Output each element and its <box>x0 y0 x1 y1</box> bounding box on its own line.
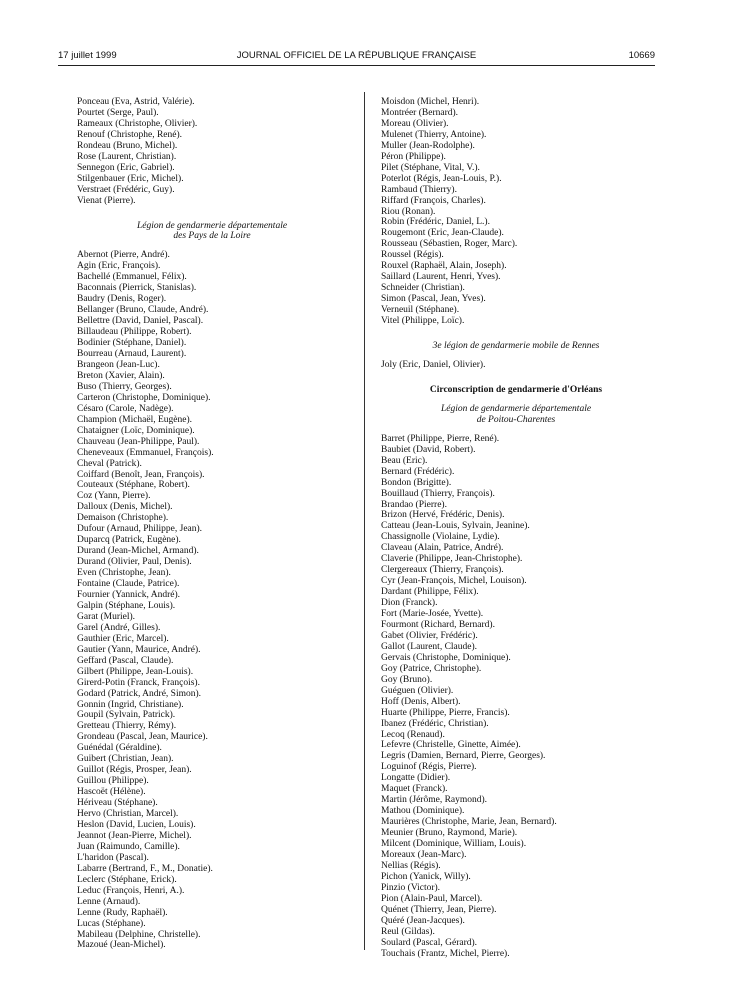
list-item: Verstraet (Frédéric, Guy). <box>77 184 175 195</box>
list-item: Cheval (Patrick). <box>77 458 142 469</box>
list-item: Hascoët (Hélène). <box>77 787 146 798</box>
list-item: Garel (André, Gilles). <box>77 622 161 633</box>
list-item: Pichon (Yanick, Willy). <box>381 871 471 882</box>
list-item: Moisdon (Michel, Henri). <box>381 97 480 107</box>
column-divider <box>364 92 365 950</box>
list-item: Coiffard (Benoît, Jean, François). <box>77 469 205 480</box>
section-heading-mobile-rennes: 3e légion de gendarmerie mobile de Rennes <box>432 341 600 352</box>
list-item: Vienat (Pierre). <box>77 195 136 206</box>
list-item: Verneuil (Stéphane). <box>381 305 460 316</box>
list-item: Durand (Jean-Michel, Armand). <box>77 546 199 557</box>
list-item: Carteron (Christophe, Dominique). <box>77 392 211 403</box>
list-item: Renouf (Christophe, René). <box>77 129 183 140</box>
list-item: Claveau (Alain, Patrice, André). <box>381 543 504 554</box>
list-item: Gonnin (Ingrid, Christiane). <box>77 699 184 710</box>
list-item: Dardant (Philippe, Félix). <box>381 587 479 598</box>
list-item: Guéguen (Olivier). <box>381 685 454 696</box>
list-item: Dufour (Arnaud, Philippe, Jean). <box>77 524 203 535</box>
list-item: Lucas (Stéphane). <box>77 918 146 929</box>
list-item: Soulard (Pascal, Gérard). <box>381 937 478 948</box>
list-item: Bellettre (David, Daniel, Pascal). <box>77 316 204 327</box>
list-item: Schneider (Christian). <box>381 283 465 294</box>
list-item: Hervo (Christian, Marcel). <box>77 809 179 820</box>
list-item: Touchais (Frantz, Michel, Pierre). <box>381 948 510 959</box>
list-item: Girerd-Potin (Franck, François). <box>77 677 200 688</box>
list-item: Joly (Eric, Daniel, Olivier). <box>381 359 486 370</box>
list-item: Guibert (Christian, Jean). <box>77 754 174 765</box>
list-item: Coz (Yann, Pierre). <box>77 491 151 502</box>
list-item: Bourreau (Arnaud, Laurent). <box>77 349 187 360</box>
circonscription-heading: Circonscription de gendarmerie d'Orléans <box>429 384 603 395</box>
list-item: L'haridon (Pascal). <box>77 852 149 863</box>
list-item: Moreaux (Jean-Marc). <box>381 850 467 860</box>
section-heading-pays-de-la-loire-line2: des Pays de la Loire <box>173 231 251 242</box>
list-item: Dion (Franck). <box>381 598 438 609</box>
list-item: Guillot (Régis, Prosper, Jean). <box>77 765 192 776</box>
list-item: Mazoué (Jean-Michel). <box>77 940 166 951</box>
list-item: Ponceau (Eva, Astrid, Valérie). <box>77 97 195 107</box>
list-item: Maquet (Franck). <box>381 784 448 795</box>
list-item: Labarre (Bertrand, F., M., Donatie). <box>77 863 213 874</box>
list-item: Bodinier (Stéphane, Daniel). <box>77 338 187 349</box>
header-title: JOURNAL OFFICIEL DE LA RÉPUBLIQUE FRANÇAISE <box>236 50 477 61</box>
list-item: Moreau (Olivier). <box>381 118 449 129</box>
list-item: Robin (Frédéric, Daniel, L.). <box>381 217 490 228</box>
list-item: Duparcq (Patrick, Eugène). <box>77 535 181 546</box>
list-item: Breton (Xavier, Alain). <box>77 370 165 381</box>
list-item: Roussel (Régis). <box>381 250 444 261</box>
list-item: Quéré (Jean-Jacques). <box>381 915 465 926</box>
list-item: Gallot (Laurent, Claude). <box>381 641 478 652</box>
list-item: Milcent (Dominique, William, Louis). <box>381 839 527 850</box>
list-item: Brandao (Pierre). <box>381 499 447 510</box>
list-item: Catteau (Jean-Louis, Sylvain, Jeanine). <box>381 521 530 532</box>
list-item: Saillard (Laurent, Henri, Yves). <box>381 272 501 283</box>
list-item: Meunier (Bruno, Raymond, Marie). <box>381 828 518 839</box>
right-top-list <box>381 97 651 327</box>
list-item: Demaison (Christophe). <box>77 513 169 524</box>
list-item: Huarte (Philippe, Pierre, Francis). <box>381 707 510 718</box>
list-item: Césaro (Carole, Nadège). <box>77 403 174 414</box>
list-item: Baudry (Denis, Roger). <box>77 294 167 305</box>
list-item: Geffard (Pascal, Claude). <box>77 655 174 666</box>
list-item: Péron (Philippe). <box>381 151 446 162</box>
list-item: Dalloux (Denis, Michel). <box>77 502 173 513</box>
list-item: Lecoq (Renaud). <box>381 729 445 740</box>
pays-de-la-loire-list <box>77 250 347 951</box>
list-item: Durand (Olivier, Paul, Denis). <box>77 557 192 568</box>
list-item: Galpin (Stéphane, Louis). <box>77 600 176 611</box>
list-item: Lenne (Rudy, Raphaël). <box>77 907 168 918</box>
list-item: Bondon (Brigitte). <box>381 477 452 488</box>
list-item: Fontaine (Claude, Patrice). <box>77 579 180 590</box>
list-item: Hériveau (Stéphane). <box>77 798 158 809</box>
section-heading-pays-de-la-loire-line1: Légion de gendarmerie départementale <box>136 220 288 231</box>
left-column <box>77 97 347 951</box>
list-item: Mathou (Dominique). <box>381 806 465 817</box>
header-page-number: 10669 <box>628 50 655 61</box>
list-item: Reul (Gildas). <box>381 926 435 937</box>
list-item: Baubiet (David, Robert). <box>381 444 476 455</box>
list-item: Simon (Pascal, Jean, Yves). <box>381 294 486 305</box>
list-item: Lefevre (Christelle, Ginette, Aimée). <box>381 740 521 751</box>
list-item: Nellias (Régis). <box>381 860 441 871</box>
list-item: Bernard (Frédéric). <box>381 466 455 477</box>
header-date: 17 juillet 1999 <box>58 50 117 61</box>
list-item: Billaudeau (Philippe, Robert). <box>77 327 192 338</box>
list-item: Sennegon (Eric, Gabriel). <box>77 162 175 173</box>
list-item: Gabet (Olivier, Frédéric). <box>381 630 478 641</box>
list-item: Baconnais (Pierrick, Stanislas). <box>77 283 197 294</box>
list-item: Guénédal (Géraldine). <box>77 743 162 754</box>
list-item: Cheneveaux (Emmanuel, François). <box>77 447 214 458</box>
list-item: Pilet (Stéphane, Vital, V.). <box>381 162 480 173</box>
list-item: Quénet (Thierry, Jean, Pierre). <box>381 904 497 915</box>
list-item: Lenne (Arnaud). <box>77 896 141 907</box>
list-item: Legris (Damien, Bernard, Pierre, Georges). <box>381 751 546 762</box>
list-item: Even (Christophe, Jean). <box>77 568 171 579</box>
list-item: Pion (Alain-Paul, Marcel). <box>381 893 483 904</box>
list-item: Rouxel (Raphaël, Alain, Joseph). <box>381 261 507 272</box>
list-item: Chataigner (Loïc, Dominique). <box>77 425 195 436</box>
list-item: Gilbert (Philippe, Jean-Louis). <box>77 666 194 677</box>
list-item: Bouillaud (Thierry, François). <box>381 488 495 499</box>
list-item: Maurières (Christophe, Marie, Jean, Bernard). <box>381 817 557 828</box>
list-item: Rambaud (Thierry). <box>381 184 457 195</box>
list-item: Riffard (François, Charles). <box>381 195 486 206</box>
list-item: Gauthier (Eric, Marcel). <box>77 633 169 644</box>
section-heading-poitou-charentes-line2: de Poitou-Charentes <box>476 414 556 425</box>
list-item: Mulenet (Thierry, Antoine). <box>381 129 487 140</box>
poitou-charentes-list <box>381 434 651 960</box>
list-item: Leduc (François, Henri, A.). <box>77 885 185 896</box>
list-item: Rousseau (Sébastien, Roger, Marc). <box>381 239 518 250</box>
mobile-rennes-list <box>381 360 651 371</box>
list-item: Cyr (Jean-François, Michel, Louison). <box>381 576 527 587</box>
page-header <box>58 50 655 64</box>
list-item: Pinzio (Victor). <box>381 882 441 893</box>
list-item: Agin (Eric, François). <box>77 261 161 272</box>
section-heading-poitou-charentes-line1: Légion de gendarmerie départementale <box>440 403 592 414</box>
list-item: Gautier (Yann, Maurice, André). <box>77 644 201 655</box>
list-item: Ibanez (Frédéric, Christian). <box>381 718 489 729</box>
list-item: Pourtet (Serge, Paul). <box>77 107 159 118</box>
list-item: Juan (Raimundo, Camille). <box>77 841 180 852</box>
list-item: Bachellé (Emmanuel, Félix). <box>77 272 187 283</box>
list-item: Montréer (Bernard). <box>381 107 459 118</box>
list-item: Leclerc (Stéphane, Erick). <box>77 874 177 885</box>
list-item: Garat (Muriel). <box>77 611 136 622</box>
list-item: Gretteau (Thierry, Rémy). <box>77 721 177 732</box>
right-column <box>381 97 651 960</box>
list-item: Mabileau (Delphine, Christelle). <box>77 929 201 940</box>
list-item: Chassignolle (Violaine, Lydie). <box>381 532 500 543</box>
list-item: Longatte (Didier). <box>381 773 451 784</box>
list-item: Barret (Philippe, Pierre, René). <box>381 433 500 444</box>
list-item: Buso (Thierry, Georges). <box>77 381 172 392</box>
list-item: Gervais (Christophe, Dominique). <box>381 652 511 663</box>
list-item: Brizon (Hervé, Frédéric, Denis). <box>381 510 505 521</box>
left-top-list <box>77 97 347 207</box>
list-item: Stilgenbauer (Eric, Michel). <box>77 173 184 184</box>
header-rule <box>58 65 655 66</box>
list-item: Jeannot (Jean-Pierre, Michel). <box>77 830 192 841</box>
list-item: Vitel (Philippe, Loïc). <box>381 316 465 327</box>
list-item: Couteaux (Stéphane, Robert). <box>77 480 190 491</box>
list-item: Godard (Patrick, André, Simon). <box>77 688 202 699</box>
list-item: Muller (Jean-Rodolphe). <box>381 140 475 151</box>
list-item: Champion (Michaël, Eugène). <box>77 414 193 425</box>
list-item: Loguinof (Régis, Pierre). <box>381 762 477 773</box>
list-item: Claverie (Philippe, Jean-Christophe). <box>381 554 523 565</box>
list-item: Rougemont (Eric, Jean-Claude). <box>381 228 504 239</box>
list-item: Brangeon (Jean-Luc). <box>77 359 160 370</box>
list-item: Guillou (Philippe). <box>77 776 149 787</box>
list-item: Rameaux (Christophe, Olivier). <box>77 118 198 129</box>
list-item: Rondeau (Bruno, Michel). <box>77 140 178 151</box>
list-item: Beau (Eric). <box>381 455 428 466</box>
list-item: Abernot (Pierre, André). <box>77 250 170 261</box>
list-item: Goy (Patrice, Christophe). <box>381 663 482 674</box>
list-item: Heslon (David, Lucien, Louis). <box>77 820 196 830</box>
list-item: Rose (Laurent, Christian). <box>77 151 177 162</box>
list-item: Fort (Marie-Josée, Yvette). <box>381 609 484 620</box>
list-item: Clergereaux (Thierry, François). <box>381 565 504 576</box>
list-item: Hoff (Denis, Albert). <box>381 696 461 707</box>
list-item: Chauveau (Jean-Philippe, Paul). <box>77 436 200 447</box>
list-item: Bellanger (Bruno, Claude, André). <box>77 305 209 316</box>
list-item: Martin (Jérôme, Raymond). <box>381 795 488 806</box>
list-item: Goy (Bruno). <box>381 674 433 685</box>
list-item: Fourmont (Richard, Bernard). <box>381 619 495 630</box>
list-item: Riou (Ronan). <box>381 206 436 217</box>
list-item: Goupil (Sylvain, Patrick). <box>77 710 176 721</box>
list-item: Grondeau (Pascal, Jean, Maurice). <box>77 732 208 743</box>
list-item: Fournier (Yannick, André). <box>77 589 180 600</box>
list-item: Poterlot (Régis, Jean-Louis, P.). <box>381 173 502 184</box>
